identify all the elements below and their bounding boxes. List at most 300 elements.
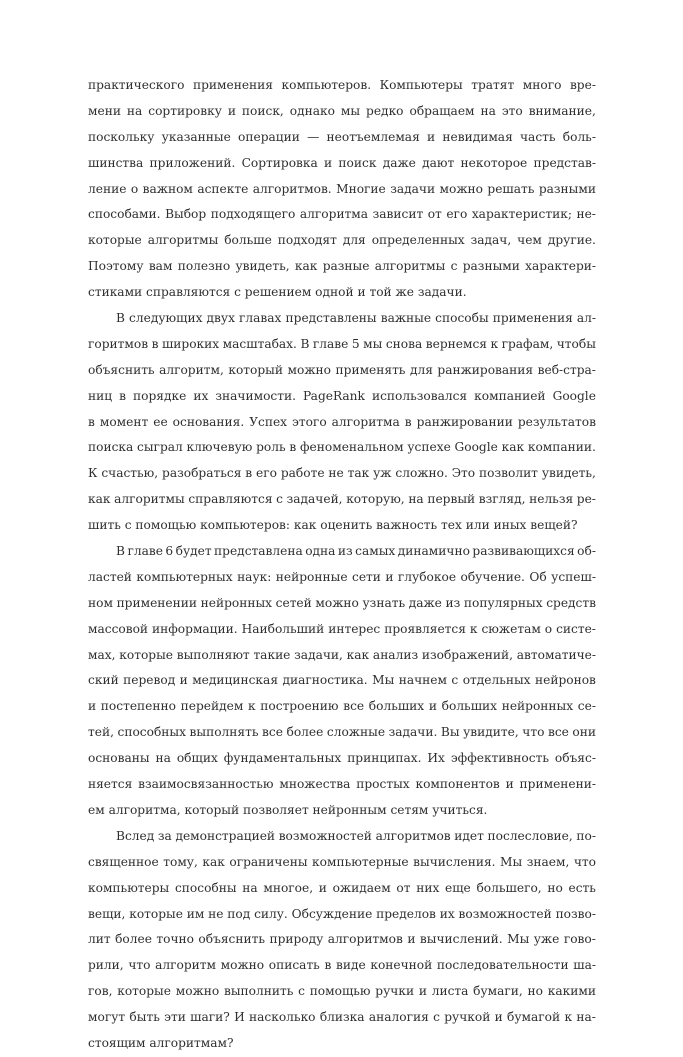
text-line (88, 850, 596, 876)
word: позволит (479, 466, 538, 481)
word: поиска (88, 440, 134, 455)
word: больших (441, 699, 498, 714)
word: Обсуждение (291, 906, 373, 921)
word: определенных (371, 233, 465, 248)
word: представлена (214, 544, 303, 559)
word: одна (305, 544, 336, 559)
word: подходят (277, 233, 337, 248)
word: от (396, 880, 411, 895)
text-line: шить с помощью компьютеров: как оценить важность тех или иных вещей? (88, 518, 578, 533)
word: что (573, 854, 596, 869)
text-line (88, 177, 596, 203)
text-line (88, 99, 596, 125)
word: успехе (407, 440, 451, 455)
word: возможностей (458, 906, 552, 921)
word: последовательности (436, 958, 569, 973)
word: аспекте (197, 181, 249, 196)
word: взгляд, (478, 492, 526, 507)
word: их (193, 388, 209, 403)
word: объяс- (554, 751, 596, 766)
word: бумагой (507, 1010, 561, 1025)
text-line (88, 953, 596, 979)
word: как (294, 259, 318, 274)
word: информации. (152, 621, 238, 636)
word: задачи. (388, 725, 438, 740)
word: простых (356, 777, 410, 792)
word: пределов (376, 906, 436, 921)
word: взаимосвязанностью (138, 777, 274, 792)
word: к (564, 1010, 573, 1025)
word: них (416, 880, 440, 895)
word: ластей (88, 569, 132, 584)
word: 5 (351, 336, 360, 351)
word: демонстрацией (175, 828, 276, 843)
word: компании. (527, 440, 596, 455)
word: значимости. (215, 388, 296, 403)
word: о (130, 181, 139, 196)
text-line (88, 617, 596, 643)
word: и (385, 569, 394, 584)
word: Выбор (165, 207, 207, 222)
word: будет (175, 544, 212, 559)
word: зависит (372, 207, 424, 222)
word: ручки (375, 984, 415, 999)
paragraph (88, 539, 596, 824)
word: большего, (476, 880, 542, 895)
word: фундаментальных (223, 751, 342, 766)
word: чтобы (556, 336, 596, 351)
word: алгоритмов (327, 932, 403, 947)
word: мы (340, 103, 361, 118)
word: Вы (440, 725, 460, 740)
word: ном (88, 595, 113, 610)
word: на (408, 492, 424, 507)
text-line (88, 332, 596, 358)
text-line: стоящим алгоритмам? (88, 1035, 234, 1050)
text-line (88, 151, 596, 177)
word: в (404, 414, 412, 429)
word: могут (88, 1010, 126, 1025)
word: важном (142, 181, 193, 196)
word: способы (435, 311, 489, 326)
word: однако (289, 103, 335, 118)
word: силу. (254, 906, 288, 921)
word: не- (576, 207, 596, 222)
word: даже (382, 155, 416, 170)
word: задач, (470, 233, 512, 248)
word: выполнять (189, 725, 259, 740)
word: Мы (372, 673, 395, 688)
word: алгоритмов (375, 828, 451, 843)
word: для (342, 233, 366, 248)
word: Это (451, 466, 476, 481)
word: вычислений. (419, 932, 503, 947)
text-line (88, 254, 596, 280)
word: ручкой (444, 1010, 491, 1025)
word: не (328, 466, 344, 481)
word: но (547, 880, 563, 895)
word: быть (129, 1010, 160, 1025)
word: популярных (463, 595, 543, 610)
word: еще (445, 880, 471, 895)
word: уже (533, 932, 560, 947)
word: важные (380, 311, 432, 326)
word: начнем (398, 673, 447, 688)
word: интерес (328, 621, 381, 636)
word: массовой (88, 621, 149, 636)
text-line (88, 720, 596, 746)
word: гов, (88, 984, 113, 999)
text-line (88, 565, 596, 591)
word: Многие (336, 181, 386, 196)
word: компонентов (415, 777, 500, 792)
word: алгоритм, (159, 362, 224, 377)
word: алгоритмы (147, 233, 219, 248)
word: что (522, 725, 545, 740)
word: так (347, 466, 370, 481)
word: на (126, 103, 143, 118)
word: компьютеры (88, 880, 170, 895)
text-line (88, 461, 596, 487)
text-line (88, 228, 596, 254)
word: к (247, 699, 256, 714)
word: которую, (346, 492, 405, 507)
word: его (256, 466, 277, 481)
word: шинства (88, 155, 144, 170)
word: из (445, 595, 461, 610)
word: главе (312, 336, 349, 351)
word: проявляется (384, 621, 466, 636)
word: можно (287, 362, 332, 377)
word: редко (366, 103, 404, 118)
word: отдельных (462, 673, 531, 688)
word: что (128, 958, 151, 973)
word: на (155, 751, 171, 766)
paragraph (88, 824, 596, 1057)
word: неотъемлемая (326, 129, 420, 144)
word: аналогия (368, 1010, 429, 1025)
word: двух (206, 311, 235, 326)
word: задачи (390, 181, 436, 196)
word: момент (99, 414, 149, 429)
word: как (501, 440, 525, 455)
word: как (202, 854, 225, 869)
text-line (88, 539, 596, 565)
word: Google (454, 440, 498, 455)
word: лит (88, 932, 111, 947)
word: и (427, 129, 436, 144)
word: разными (538, 181, 596, 196)
text-line (88, 202, 596, 228)
word: к (490, 336, 499, 351)
word: алгоритма (299, 207, 369, 222)
word: с (451, 673, 459, 688)
word: сетей (275, 595, 312, 610)
word: они (572, 725, 596, 740)
text-line (88, 979, 596, 1005)
word: можно (439, 181, 483, 196)
word: такие (253, 647, 291, 662)
word: возможностей (278, 828, 372, 843)
word: их (439, 906, 455, 921)
word: результатов (517, 414, 596, 429)
word: счастью, (101, 466, 159, 481)
word: полезно (177, 259, 231, 274)
word: характери- (525, 259, 596, 274)
word: следующих (129, 311, 203, 326)
word: сюжетам (481, 621, 541, 636)
word: невидимая (442, 129, 513, 144)
word: компьютерных (136, 569, 233, 584)
word: анализ (372, 647, 419, 662)
word: В (116, 311, 125, 326)
text-line (88, 668, 596, 694)
word: применять (335, 362, 406, 377)
word: няется (88, 777, 133, 792)
text-line (88, 306, 596, 332)
word: медицинская (192, 673, 279, 688)
word: нейронных (501, 699, 574, 714)
word: рили, (88, 958, 124, 973)
word: се- (577, 699, 596, 714)
word: наук: (237, 569, 272, 584)
word: все (262, 725, 283, 740)
word: практического (88, 78, 185, 92)
word: в (88, 414, 95, 429)
word: на- (576, 1010, 596, 1025)
word: построению (260, 699, 339, 714)
word: широких (161, 336, 220, 351)
word: в (245, 466, 253, 481)
word: и (179, 673, 188, 688)
word: Их (427, 751, 445, 766)
word: алгоритмы (374, 259, 446, 274)
word: В (300, 336, 310, 351)
word: увидеть, (235, 259, 290, 274)
word: ниц (88, 388, 113, 403)
word: с (433, 1010, 440, 1025)
word: много (522, 78, 562, 92)
word: ал- (576, 311, 596, 326)
word: Сортировка (241, 155, 318, 170)
text-line (88, 435, 596, 461)
word: вам (148, 259, 173, 274)
word: разобраться (162, 466, 242, 481)
word: больше (224, 233, 272, 248)
word: тратят (471, 78, 515, 92)
word: Мы (507, 932, 530, 947)
word: послесловие, (487, 828, 573, 843)
word: на (480, 103, 496, 118)
word: глубокое (397, 569, 457, 584)
word: обучение. (460, 569, 525, 584)
word: как (346, 647, 370, 662)
word: есть (568, 880, 596, 895)
word: его (446, 207, 468, 222)
word: чем (517, 233, 542, 248)
word: В (116, 544, 125, 559)
word: решать (487, 181, 535, 196)
word: от (427, 207, 442, 222)
word: нельзя (529, 492, 574, 507)
word: объяснить (198, 932, 265, 947)
word: роль (256, 440, 286, 455)
word: все (343, 699, 365, 714)
word: ранжировании (416, 414, 513, 429)
word: которые (117, 984, 171, 999)
word: применении (116, 595, 198, 610)
word: конечной (370, 958, 433, 973)
word: изображений, (421, 647, 514, 662)
word: алгоритмов. (252, 181, 332, 196)
word: вещи, (88, 906, 126, 921)
word: тому, (163, 854, 198, 869)
word: другие. (547, 233, 596, 248)
word: увидите, (463, 725, 519, 740)
word: гово- (563, 932, 596, 947)
word: мени (88, 103, 121, 118)
word: вернемся (425, 336, 487, 351)
word: под (227, 906, 251, 921)
word: нейронов (535, 673, 596, 688)
word: боль- (562, 129, 596, 144)
word: снова (385, 336, 423, 351)
word: и (88, 699, 97, 714)
word: основания. (172, 414, 245, 429)
word: сложно. (395, 466, 448, 481)
word: с (298, 984, 305, 999)
word: Google (552, 388, 596, 403)
word: ре- (576, 492, 596, 507)
word: листа (431, 984, 469, 999)
word: Мы (500, 854, 523, 869)
word: перевод (123, 673, 176, 688)
word: описать (268, 958, 320, 973)
word: сортировку (148, 103, 222, 118)
word: и (227, 103, 236, 118)
word: компанией (474, 388, 546, 403)
word: и (428, 699, 437, 714)
word: идет (454, 828, 484, 843)
word: и (407, 932, 416, 947)
word: дают (422, 155, 455, 170)
word: автоматиче- (516, 647, 596, 662)
word: алгоритма (331, 414, 400, 429)
word: принципах. (347, 751, 422, 766)
word: динамично (397, 544, 470, 559)
word: которые (88, 233, 142, 248)
word: алгоритмы (114, 492, 185, 507)
paragraph (88, 306, 596, 539)
word: ее (153, 414, 168, 429)
word: способны (174, 880, 237, 895)
text-line (88, 125, 596, 151)
word: многое, (263, 880, 314, 895)
word: множества (279, 777, 351, 792)
word: перейдем (180, 699, 244, 714)
word: нейронные (275, 569, 348, 584)
word: основаны (88, 751, 150, 766)
word: применения (492, 311, 573, 326)
word: PageRank (303, 388, 365, 403)
word: 6 (165, 544, 174, 559)
word: внимание, (528, 103, 596, 118)
word: священное (88, 854, 159, 869)
word: эффективность (450, 751, 549, 766)
word: можно (175, 984, 220, 999)
word: И (234, 1010, 245, 1025)
word: об- (577, 544, 596, 559)
text-line: ем алгоритма, который позволяет нейронным сетям учиться. (88, 802, 488, 817)
word: ожидаем (332, 880, 391, 895)
word: указанные (161, 129, 231, 144)
word: использовался (371, 388, 468, 403)
word: по- (576, 828, 596, 843)
word: можно (220, 958, 265, 973)
text-line (88, 73, 596, 99)
word: Вслед (116, 828, 155, 843)
word: часть (520, 129, 556, 144)
word: близка (319, 1010, 365, 1025)
word: графам, (501, 336, 554, 351)
word: веб-стра- (537, 362, 596, 377)
word: бумаги, (473, 984, 523, 999)
word: диагностика. (282, 673, 368, 688)
word: К (88, 466, 98, 481)
text-line (88, 927, 596, 953)
word: к (469, 621, 478, 636)
word: компьютеров. (281, 78, 372, 92)
word: феноменальном (300, 440, 404, 455)
word: ша- (573, 958, 596, 973)
word: порядке (133, 388, 187, 403)
word: развивающихся (472, 544, 575, 559)
text-line (88, 643, 596, 669)
word: задачи, (294, 647, 343, 662)
word: ограничены (229, 854, 308, 869)
text-line (88, 694, 596, 720)
word: выполняют (176, 647, 250, 662)
word: средств (546, 595, 596, 610)
text-line: стиками справляются с решением одной и той же задачи. (88, 285, 467, 300)
word: которые (119, 647, 173, 662)
word: на (242, 880, 258, 895)
word: первый (427, 492, 476, 507)
word: о (544, 621, 553, 636)
word: ключевую (186, 440, 253, 455)
word: им (186, 906, 205, 921)
word: поскольку (88, 129, 155, 144)
word: поиск (338, 155, 377, 170)
word: некоторое (460, 155, 528, 170)
word: и (494, 1010, 503, 1025)
word: это (501, 103, 523, 118)
word: все (547, 725, 569, 740)
word: можно (315, 595, 359, 610)
word: в (324, 958, 332, 973)
word: природу (269, 932, 324, 947)
word: знаем, (526, 854, 570, 869)
word: ский (88, 673, 119, 688)
word: справляются (188, 492, 273, 507)
text-line (88, 358, 596, 384)
text-line (88, 1005, 596, 1031)
word: масштабах. (222, 336, 297, 351)
word: компьютерные (312, 854, 409, 869)
word: вычисления. (413, 854, 496, 869)
word: главах (239, 311, 282, 326)
word: позво- (555, 906, 596, 921)
